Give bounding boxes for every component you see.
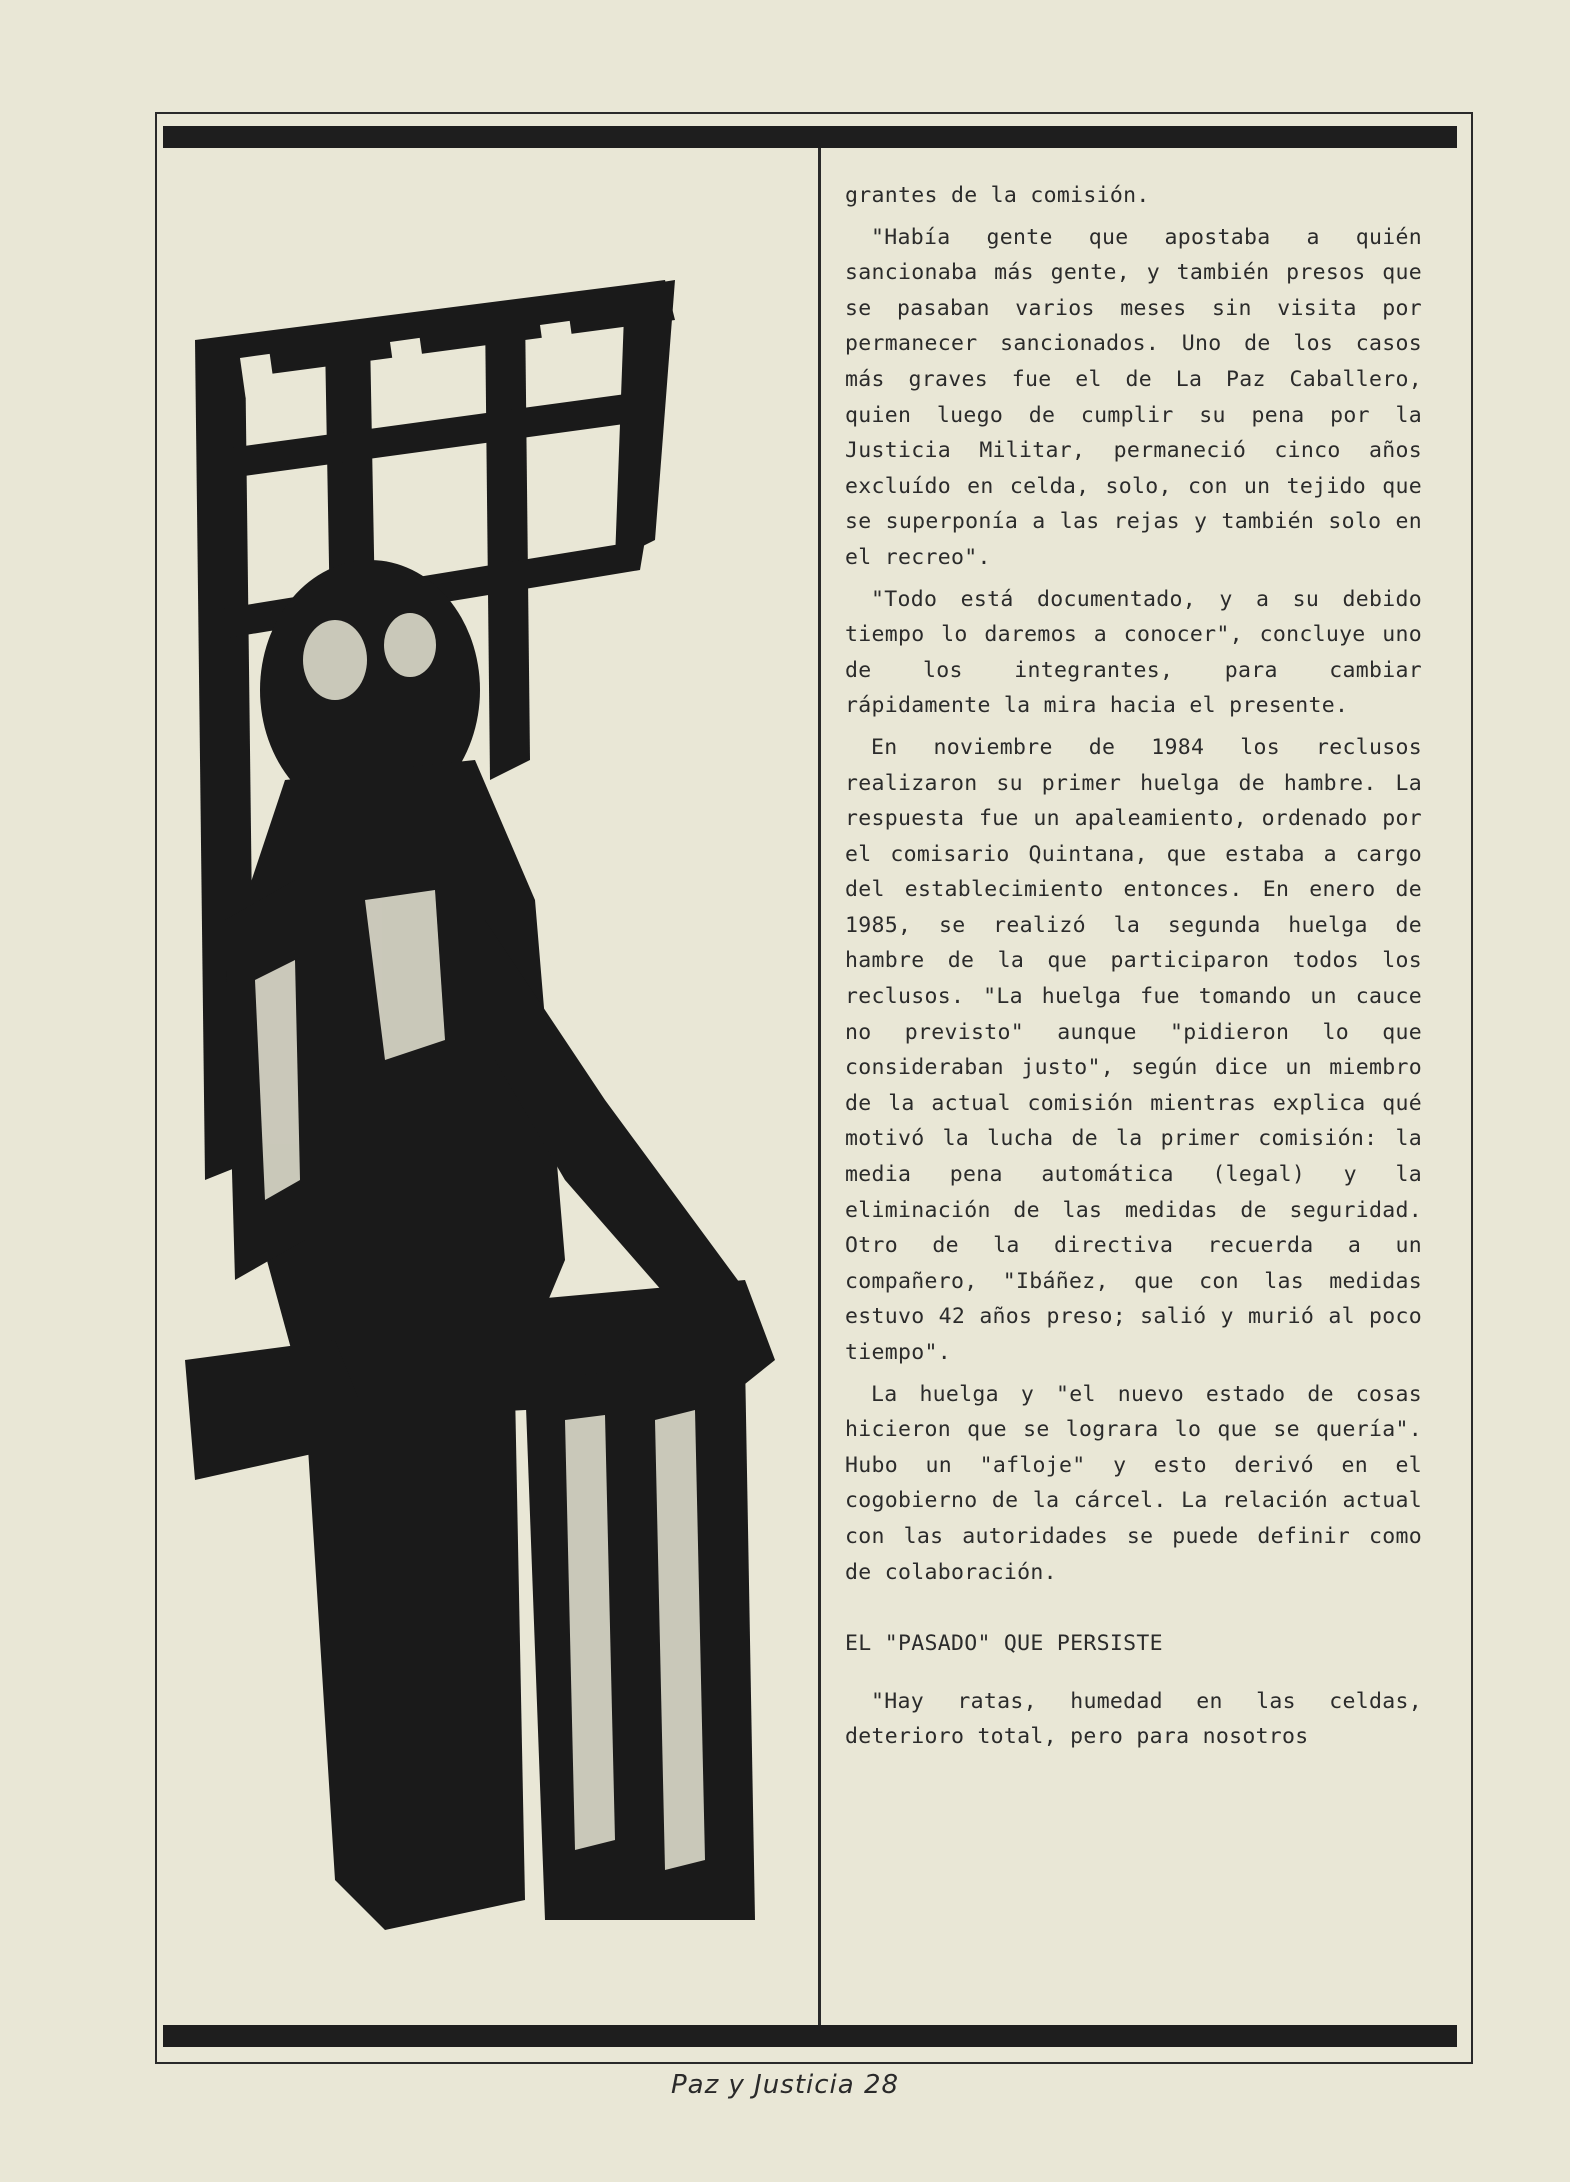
page-footer: Paz y Justicia 28 (670, 2070, 900, 2100)
article-paragraph-3: "Todo está documentado, y a su debido tiempo lo daremos a conocer", concluye uno de los integrantes, para cambiar rápidamente la mira hacia el presente. (845, 586, 1422, 719)
prisoner-woodcut-illustration (185, 280, 810, 1940)
section-heading: EL "PASADO" QUE PERSISTE (845, 1631, 1163, 1657)
article-text-column (845, 178, 1422, 1761)
article-paragraph-1: grantes de la comisión. (845, 183, 1150, 208)
top-rule (163, 126, 1457, 148)
column-divider (818, 148, 821, 2025)
bottom-rule (163, 2025, 1457, 2047)
article-paragraph-5: La huelga y "el nuevo estado de cosas hicieron que se lograra lo que se quería". Hubo un "afloje" y esto derivó en el cogobierno de la cárcel. La relación actual con las autoridades se puede definir como de colaboración. (845, 1381, 1422, 1585)
article-paragraph-2: "Había gente que apostaba a quién sancionaba más gente, y también presos que se pasaban varios meses sin visita por permanecer sancionados. Uno de los casos más graves fue el de La Paz Caballero, quien luego de cumplir su pena por la Justicia Militar, permaneció cinco años excluído en celda, solo, con un tejido que se superponía a las rejas y también solo en el recreo". (845, 224, 1422, 570)
article-paragraph-4: En noviembre de 1984 los reclusos realizaron su primer huelga de hambre. La respuesta fue un apaleamiento, ordenado por el comisario Quintana, que estaba a cargo del establecimiento entonces. En enero de 1985, se realizó la segunda huelga de hambre de la que participaron todos los reclusos. "La huelga fue tomando un cauce no previsto" aunque "pidieron lo que consideraban justo", según dice un miembro de la actual comisión mientras explica qué motivó la lucha de la primer comisión: la media pena automática (legal) y la eliminación de las medidas de seguridad. Otro de la directiva recuerda a un compañero, "Ibáñez, que con las medidas estuvo 42 años preso; salió y murió al poco tiempo". (845, 734, 1422, 1365)
article-closing-paragraph: "Hay ratas, humedad en las celdas, deterioro total, pero para nosotros (845, 1688, 1422, 1750)
